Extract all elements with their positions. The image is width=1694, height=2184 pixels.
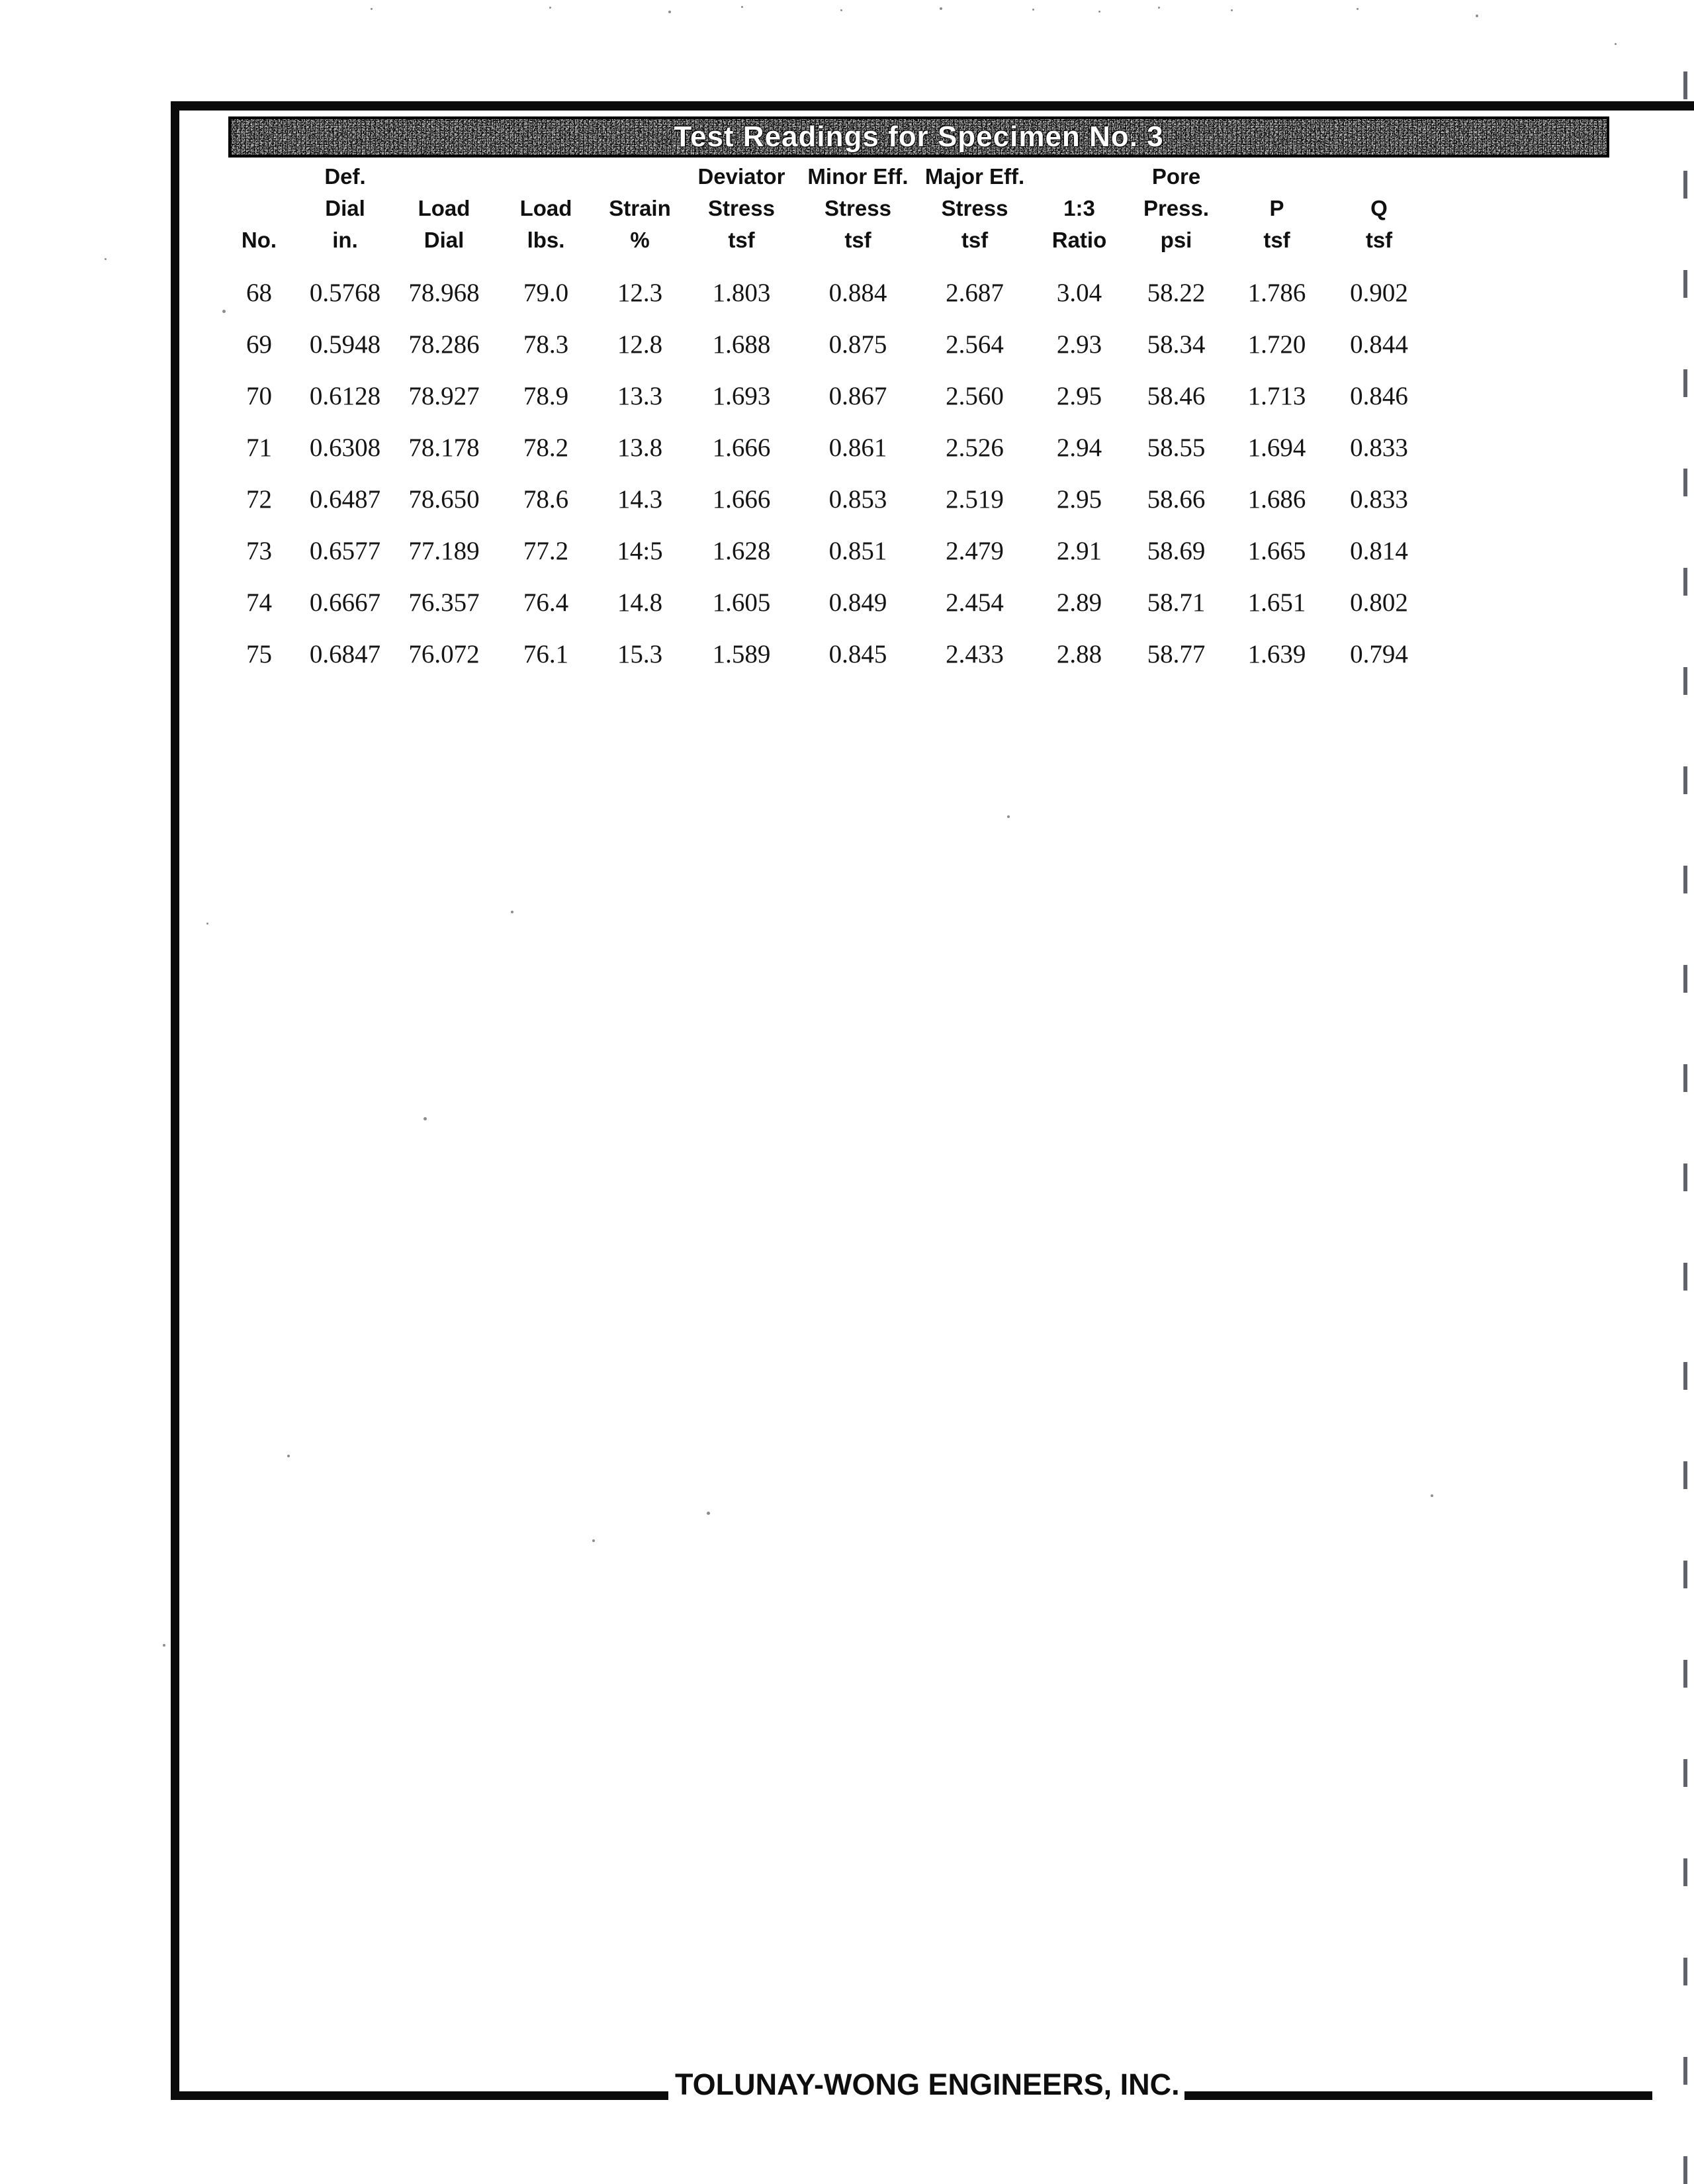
data-cell: 58.55 <box>1147 433 1206 462</box>
frame-bottom-border-left <box>171 2091 668 2100</box>
header-cell: Ratio <box>1051 228 1107 252</box>
header-cell: tsf <box>844 228 871 252</box>
data-cell: 1.666 <box>712 484 771 514</box>
data-cell: 12.3 <box>617 278 663 307</box>
data-cell: 78.286 <box>408 330 480 359</box>
title-bar <box>228 116 1609 158</box>
data-cell: 2.433 <box>946 639 1004 668</box>
data-cell: 1.713 <box>1247 381 1306 410</box>
data-cell: 0.6487 <box>309 484 381 514</box>
header-cell: Load <box>519 196 572 220</box>
data-cell: 2.526 <box>946 433 1004 462</box>
data-cell: 1.639 <box>1247 639 1306 668</box>
data-cell: 78.968 <box>408 278 480 307</box>
data-cell: 2.93 <box>1056 330 1102 359</box>
data-cell: 0.849 <box>828 588 887 617</box>
header-cell: psi <box>1160 228 1192 252</box>
scan-speck <box>592 1539 595 1542</box>
data-cell: 74 <box>246 588 272 617</box>
header-row <box>218 161 1429 193</box>
data-cell: 14.3 <box>617 484 663 514</box>
scan-speck <box>1158 7 1160 9</box>
data-cell: 78.2 <box>523 433 569 462</box>
data-cell: 76.4 <box>523 588 569 617</box>
data-cell: 78.650 <box>408 484 480 514</box>
header-cell: Stress <box>708 196 775 220</box>
data-cell: 2.519 <box>946 484 1004 514</box>
table-row <box>218 318 1429 370</box>
data-cell: 2.479 <box>946 536 1004 565</box>
data-cell: 0.5948 <box>309 330 381 359</box>
data-cell: 12.8 <box>617 330 663 359</box>
header-cell: tsf <box>1263 228 1290 252</box>
data-cell: 0.902 <box>1350 278 1408 307</box>
table-row <box>218 576 1429 628</box>
data-cell: 72 <box>246 484 272 514</box>
data-cell: 78.927 <box>408 381 480 410</box>
footer-company-name: TOLUNAY-WONG ENGINEERS, INC. <box>675 2068 1180 2101</box>
data-cell: 1.686 <box>1247 484 1306 514</box>
data-cell: 58.46 <box>1147 381 1206 410</box>
data-cell: 2.95 <box>1056 484 1102 514</box>
header-cell: tsf <box>961 228 989 252</box>
data-cell: 0.833 <box>1350 484 1408 514</box>
data-cell: 0.5768 <box>309 278 381 307</box>
data-cell: 69 <box>246 330 272 359</box>
scan-speck <box>511 911 513 913</box>
data-cell: 2.89 <box>1056 588 1102 617</box>
data-cell: 76.1 <box>523 639 569 668</box>
frame-left-border <box>171 101 179 2100</box>
header-cell: Dial <box>424 228 465 252</box>
table-header <box>218 161 1429 256</box>
header-cell: % <box>630 228 650 252</box>
data-cell: 58.71 <box>1147 588 1206 617</box>
data-cell: 0.794 <box>1350 639 1408 668</box>
data-cell: 1.803 <box>712 278 771 307</box>
scan-speck <box>1476 15 1478 17</box>
data-cell: 0.867 <box>828 381 887 410</box>
data-cell: 1.589 <box>712 639 771 668</box>
data-cell: 0.851 <box>828 536 887 565</box>
header-cell <box>218 161 300 193</box>
data-cell: 0.846 <box>1350 381 1408 410</box>
header-cell: P <box>1269 196 1284 220</box>
data-cell: 13.3 <box>617 381 663 410</box>
data-cell: 1.651 <box>1247 588 1306 617</box>
data-cell: 58.77 <box>1147 639 1206 668</box>
data-cell: 1.688 <box>712 330 771 359</box>
scan-speck <box>287 1455 290 1457</box>
data-cell: 71 <box>246 433 272 462</box>
data-cell: 0.814 <box>1350 536 1408 565</box>
data-cell: 78.178 <box>408 433 480 462</box>
scan-speck <box>1357 8 1359 10</box>
header-cell: lbs. <box>527 228 565 252</box>
header-cell <box>1329 161 1429 193</box>
header-row <box>218 193 1429 224</box>
table-row <box>218 422 1429 473</box>
header-cell <box>390 161 498 193</box>
data-cell: 13.8 <box>617 433 663 462</box>
header-cell: Pore <box>1151 164 1201 189</box>
header-cell <box>1031 161 1128 193</box>
data-cell: 75 <box>246 639 272 668</box>
data-cell: 1.720 <box>1247 330 1306 359</box>
data-cell: 2.91 <box>1056 536 1102 565</box>
table-body <box>218 256 1429 680</box>
scan-speck <box>1007 815 1010 818</box>
data-cell: 2.564 <box>946 330 1004 359</box>
header-cell: Def. <box>324 164 366 189</box>
data-cell: 2.88 <box>1056 639 1102 668</box>
data-cell: 1.666 <box>712 433 771 462</box>
data-cell: 2.687 <box>946 278 1004 307</box>
scan-speck <box>163 1644 165 1647</box>
data-cell: 2.560 <box>946 381 1004 410</box>
header-cell: in. <box>332 228 358 252</box>
table-row <box>218 473 1429 525</box>
header-cell: Major Eff. <box>924 164 1025 189</box>
data-cell: 2.94 <box>1056 433 1102 462</box>
data-cell: 58.66 <box>1147 484 1206 514</box>
header-cell <box>498 161 594 193</box>
scan-speck <box>1098 11 1100 13</box>
data-cell: 76.072 <box>408 639 480 668</box>
data-cell: 79.0 <box>523 278 569 307</box>
header-row <box>218 224 1429 256</box>
data-cell: 0.875 <box>828 330 887 359</box>
data-cell: 0.845 <box>828 639 887 668</box>
page-title: Test Readings for Specimen No. 3 <box>674 120 1164 153</box>
data-cell: 68 <box>246 278 272 307</box>
data-cell: 78.9 <box>523 381 569 410</box>
scan-speck <box>105 258 107 260</box>
scan-speck <box>668 11 671 13</box>
data-cell: 77.2 <box>523 536 569 565</box>
scan-speck <box>940 7 942 10</box>
data-cell: 58.69 <box>1147 536 1206 565</box>
header-cell: tsf <box>1365 228 1393 252</box>
scan-speck <box>840 9 842 11</box>
header-cell: Dial <box>325 196 365 220</box>
data-cell: 0.861 <box>828 433 887 462</box>
table-row <box>218 256 1429 318</box>
readings-table <box>218 161 1429 680</box>
header-cell <box>218 193 300 224</box>
header-cell: No. <box>241 228 277 252</box>
data-cell: 78.3 <box>523 330 569 359</box>
data-cell: 0.6308 <box>309 433 381 462</box>
data-cell: 78.6 <box>523 484 569 514</box>
table-row <box>218 370 1429 422</box>
scan-speck <box>1231 9 1233 11</box>
data-cell: 73 <box>246 536 272 565</box>
scan-speck <box>424 1117 427 1120</box>
data-cell: 0.6667 <box>309 588 381 617</box>
scan-speck <box>741 6 743 8</box>
header-cell: Deviator <box>697 164 785 189</box>
data-cell: 0.6128 <box>309 381 381 410</box>
header-cell: Strain <box>609 196 671 220</box>
data-cell: 1.694 <box>1247 433 1306 462</box>
data-cell: 58.22 <box>1147 278 1206 307</box>
frame-bottom-border-right <box>1184 2091 1652 2100</box>
scan-speck <box>707 1512 710 1515</box>
header-cell: tsf <box>728 228 755 252</box>
scan-edge-line <box>1683 0 1687 2184</box>
data-cell: 1.693 <box>712 381 771 410</box>
frame-top-border <box>171 101 1694 111</box>
scan-speck <box>222 310 226 313</box>
header-cell: Stress <box>825 196 891 220</box>
scan-speck <box>549 7 551 9</box>
data-cell: 1.786 <box>1247 278 1306 307</box>
header-cell: 1:3 <box>1063 196 1095 220</box>
data-cell: 2.454 <box>946 588 1004 617</box>
header-cell <box>1225 161 1329 193</box>
data-cell: 0.833 <box>1350 433 1408 462</box>
scan-speck <box>1431 1494 1433 1497</box>
data-cell: 1.605 <box>712 588 771 617</box>
header-cell: Stress <box>941 196 1008 220</box>
table-row <box>218 628 1429 680</box>
data-cell: 14.8 <box>617 588 663 617</box>
data-cell: 0.853 <box>828 484 887 514</box>
data-cell: 0.802 <box>1350 588 1408 617</box>
data-cell: 1.628 <box>712 536 771 565</box>
header-cell <box>594 161 686 193</box>
data-cell: 0.844 <box>1350 330 1408 359</box>
header-cell: Load <box>418 196 470 220</box>
scan-speck <box>1032 9 1034 11</box>
scan-speck <box>1615 43 1617 45</box>
data-cell: 0.6847 <box>309 639 381 668</box>
header-cell: Minor Eff. <box>807 164 909 189</box>
data-cell: 1.665 <box>1247 536 1306 565</box>
data-cell: 77.189 <box>408 536 480 565</box>
scan-speck <box>371 8 373 10</box>
data-cell: 76.357 <box>408 588 480 617</box>
scan-speck <box>206 923 208 925</box>
data-cell: 0.6577 <box>309 536 381 565</box>
table-row <box>218 525 1429 576</box>
data-cell: 0.884 <box>828 278 887 307</box>
data-cell: 3.04 <box>1056 278 1102 307</box>
data-cell: 70 <box>246 381 272 410</box>
header-cell: Q <box>1370 196 1388 220</box>
header-cell: Press. <box>1143 196 1210 220</box>
data-cell: 14:5 <box>617 536 663 565</box>
data-cell: 58.34 <box>1147 330 1206 359</box>
data-cell: 2.95 <box>1056 381 1102 410</box>
data-cell: 15.3 <box>617 639 663 668</box>
